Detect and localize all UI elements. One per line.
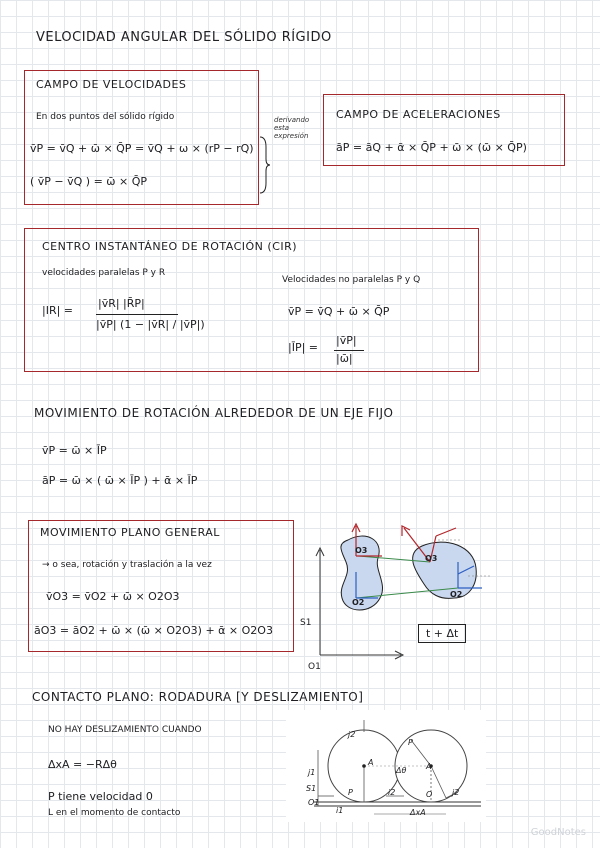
fig-p2-label: P (408, 738, 413, 747)
fig-time-label: t + Δt (418, 624, 466, 643)
cir-heading: CENTRO INSTANTÁNEO DE ROTACIÓN (CIR) (42, 240, 298, 253)
plano-eq1: v̄O3 = v̄O2 + ω̄ × O2O3 (46, 590, 180, 603)
cir-left-eq-den: |v̄P| (1 − |v̄R| / |v̄P|) (96, 318, 205, 331)
cir-right-fraction-bar (334, 350, 364, 351)
contacto-text: NO HAY DESLIZAMIENTO CUANDO (48, 725, 202, 735)
campo-aceleraciones-eq: āP = āQ + ᾱ × Q̄P + ω̄ × (ω̄ × Q̄P) (336, 141, 527, 154)
fig-j2-label: j2 (348, 730, 356, 739)
fig-o3a-label: O3 (355, 546, 368, 555)
fig-o2b-label: O2 (450, 590, 463, 599)
fig-j2b-label: j2 (452, 788, 460, 797)
plano-heading: MOVIMIENTO PLANO GENERAL (40, 526, 220, 539)
cir-left-eq-lhs: |IR| = (42, 304, 74, 317)
campo-velocidades-eq2: ( v̄P − v̄Q ) = ω̄ × Q̄P (30, 175, 148, 188)
fig-i2-label: i2 (388, 788, 396, 797)
campo-velocidades-eq1: v̄P = v̄Q + ω̄ × Q̄P = v̄Q + ω × (rP − rQ) (30, 142, 254, 155)
curly-brace-icon (258, 135, 270, 195)
cir-right-eq2-lhs: |ĪP| = (288, 341, 319, 354)
fig-a2-label: A (426, 762, 432, 771)
campo-velocidades-text: En dos puntos del sólido rígido (36, 112, 175, 122)
cir-left-fraction-bar (96, 314, 178, 315)
fig-o2a-label: O2 (352, 598, 365, 607)
fig-j1-label: j1 (308, 768, 316, 777)
fig-o1b-label: O1 (308, 798, 320, 807)
rotacion-heading: MOVIMIENTO DE ROTACIÓN ALREDEDOR DE UN EJE FIJO (34, 406, 394, 420)
fig-o-label: O (426, 790, 433, 799)
fig-o1-label: O1 (308, 662, 321, 672)
campo-aceleraciones-box (323, 94, 565, 166)
plano-figure (296, 510, 506, 680)
fig-s1-label: S1 (300, 618, 312, 628)
cir-right-label: Velocidades no paralelas P y Q (282, 275, 421, 285)
fig-a1-label: A (368, 758, 374, 767)
fig-o3b-label: O3 (425, 554, 438, 563)
page-title: VELOCIDAD ANGULAR DEL SÓLIDO RÍGIDO (36, 30, 332, 45)
plano-text: → o sea, rotación y traslación a la vez (42, 560, 212, 570)
cir-right-eq1: v̄P = v̄Q + ω̄ × Q̄P (288, 305, 390, 318)
rotacion-eq1: v̄P = ω̄ × ĪP (42, 444, 107, 457)
contacto-heading: CONTACTO PLANO: RODADURA [Y DESLIZAMIENTO] (32, 690, 364, 704)
contacto-p: P tiene velocidad 0 (48, 790, 153, 803)
cir-right-eq2-den: |ω̄| (336, 352, 353, 365)
cir-left-eq-num: |v̄R| |R̄P| (98, 297, 145, 310)
contacto-l: L en el momento de contacto (48, 808, 181, 818)
fig-i1-label: i1 (336, 806, 344, 815)
fig-dtheta-label: Δθ (396, 766, 407, 775)
fig-p1-label: P (348, 788, 353, 797)
campo-aceleraciones-heading: CAMPO DE ACELERACIONES (336, 108, 501, 121)
campo-velocidades-heading: CAMPO DE VELOCIDADES (36, 78, 187, 91)
rotacion-eq2: āP = ω̄ × ( ω̄ × ĪP ) + ᾱ × ĪP (42, 474, 198, 487)
derivando-note: derivando esta expresión (274, 116, 310, 140)
fig-dx-label: ΔxA (410, 808, 426, 817)
cir-right-eq2-num: |v̄P| (336, 334, 357, 347)
goodnotes-watermark: GoodNotes (530, 827, 586, 838)
contacto-eq: ΔxA = −RΔθ (48, 758, 117, 771)
fig-s1b-label: S1 (306, 784, 317, 793)
plano-eq2: āO3 = āO2 + ω̄ × (ω̄ × O2O3) + ᾱ × O2O3 (34, 624, 273, 637)
cir-left-label: velocidades paralelas P y R (42, 268, 166, 278)
